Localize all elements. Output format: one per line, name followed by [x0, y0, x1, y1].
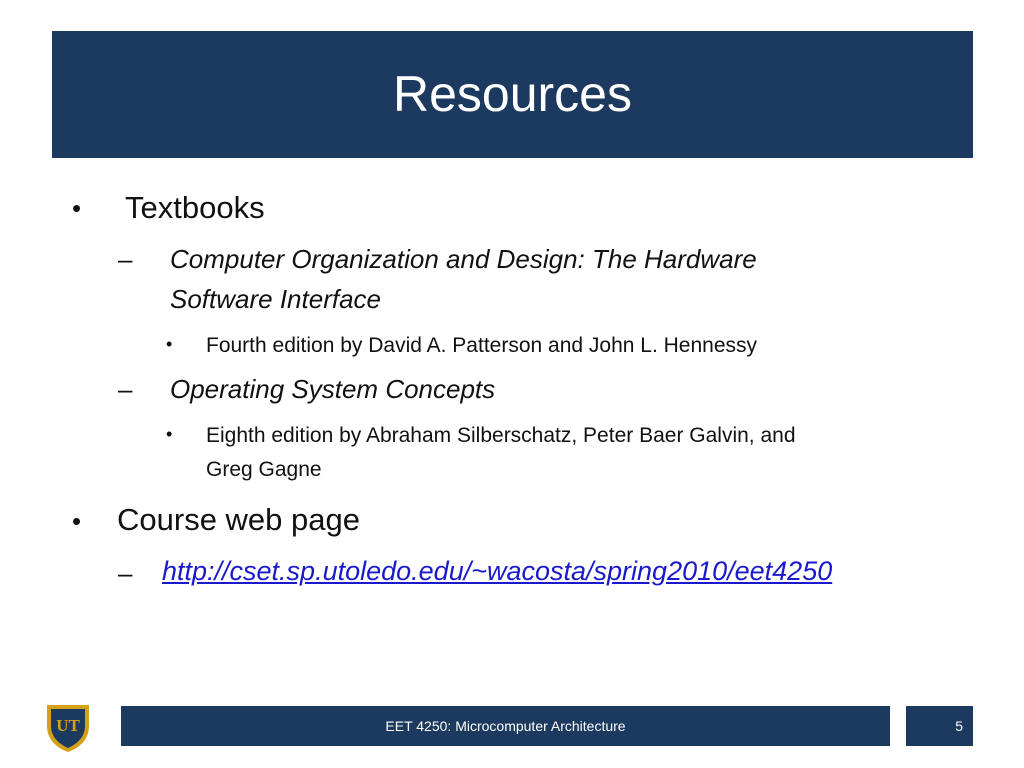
book-detail-line-2: Greg Gagne — [206, 458, 322, 481]
book-title-line-2: Software Interface — [170, 284, 381, 314]
page-number-box — [906, 706, 973, 746]
footer-course-title: EET 4250: Microcomputer Architecture — [385, 718, 626, 734]
slide-title: Resources — [393, 66, 632, 122]
page-number: 5 — [955, 718, 963, 734]
bullet-icon: • — [72, 506, 82, 536]
shield-logo-icon — [44, 700, 92, 754]
small-bullet-icon: • — [166, 424, 173, 444]
title-bar — [52, 31, 973, 158]
bullet-icon: • — [72, 193, 82, 223]
book-title-line-1: Computer Organization and Design: The Hardware — [170, 244, 757, 274]
url-row — [162, 556, 832, 587]
small-bullet-icon: • — [166, 334, 173, 354]
footer-bar — [121, 706, 890, 746]
list-item-textbooks: Textbooks — [125, 190, 265, 225]
book-detail: Fourth edition by David A. Patterson and John L. Hennessy — [206, 334, 757, 357]
dash-icon: – — [118, 244, 133, 274]
list-item-course-web-page: Course web page — [117, 502, 360, 537]
book-title: Operating System Concepts — [170, 374, 496, 404]
dash-icon: – — [118, 374, 133, 404]
book-detail-line-1: Eighth edition by Abraham Silberschatz, Peter Baer Galvin, and — [206, 424, 796, 447]
logo-text: UT — [56, 716, 80, 735]
course-url-link[interactable]: http://cset.sp.utoledo.edu/~wacosta/spring2010/eet4250 — [162, 556, 833, 586]
dash-icon: – — [118, 558, 133, 588]
